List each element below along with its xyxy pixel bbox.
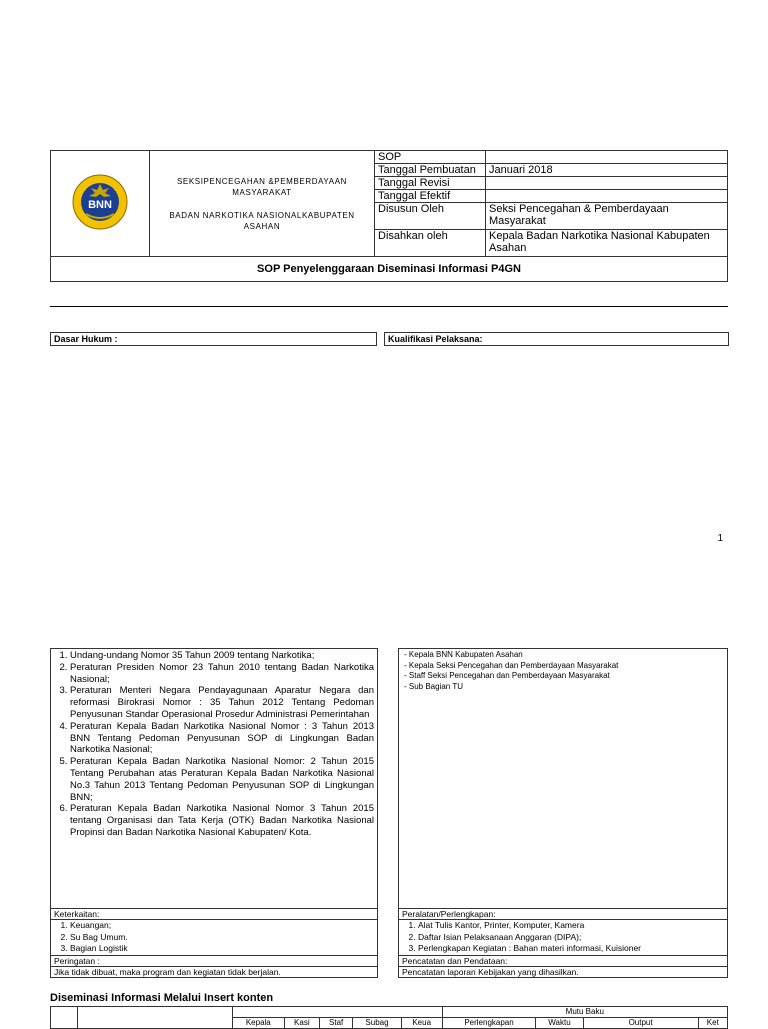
divider	[50, 306, 728, 307]
list-item: 1. Keuangan;	[70, 920, 374, 932]
dasar-hukum-list	[54, 650, 374, 839]
tanggal-efektif-value	[486, 190, 728, 203]
list-item: - Kepala BNN Kabupaten Asahan	[404, 650, 724, 661]
peralatan-label: Peralatan/Perlengkapan:	[399, 909, 728, 920]
tanggal-efektif-label: Tanggal Efektif	[375, 190, 486, 203]
empty-header	[51, 1007, 78, 1029]
list-item: 1. Undang-undang Nomor 35 Tahun 2009 tentang Narkotika;	[70, 650, 374, 662]
peralatan-cell	[399, 920, 728, 956]
column-gap	[378, 649, 399, 909]
tanggal-revisi-label: Tanggal Revisi	[375, 177, 486, 190]
list-item: 3. Bagian Logistik	[70, 943, 374, 955]
list-item: 4. Peraturan Kepala Badan Narkotika Nasional Nomor : 3 Tahun 2013 BNN Tentang Pedoman Penyusunan SOP di Lingkungan Badan Narkotika Nasional;	[70, 721, 374, 756]
pencatatan-label: Pencatatan dan Pendataan:	[399, 955, 728, 966]
kualifikasi-cell	[399, 649, 728, 909]
list-item: - Sub Bagian TU	[404, 682, 724, 693]
dasar-hukum-cell	[51, 649, 378, 909]
tanggal-pembuatan-value: Januari 2018	[486, 164, 728, 177]
page-number: 1	[717, 533, 723, 544]
column-gap	[378, 966, 399, 977]
sop-label: SOP	[375, 151, 486, 164]
disahkan-oleh-label: Disahkan oleh	[375, 230, 486, 257]
list-item: 1. Alat Tulis Kantor, Printer, Komputer, Kamera	[418, 920, 724, 932]
dasar-hukum-label: Dasar Hukum :	[50, 332, 377, 346]
org-line-1: SEKSIPENCEGAHAN &PEMBERDAYAAN MASYARAKAT	[176, 176, 348, 197]
disahkan-oleh-value: Kepala Badan Narkotika Nasional Kabupaten Asahan	[486, 230, 728, 257]
col-header-kepala: Kepala	[233, 1018, 285, 1029]
list-item: 2. Peraturan Presiden Nomor 23 Tahun 2010 tentang Badan Narkotika Nasional;	[70, 662, 374, 686]
col-header-ket: Ket	[698, 1018, 727, 1029]
col-header-staf: Staf	[320, 1018, 353, 1029]
mutu-baku-header: Mutu Baku	[442, 1007, 727, 1018]
peralatan-list	[402, 920, 724, 955]
list-item: 2. Daftar Isian Pelaksanaan Anggaran (DIPA);	[418, 932, 724, 944]
sop-title: SOP Penyelenggaraan Diseminasi Informasi P4GN	[51, 257, 728, 282]
logo-text: BNN	[88, 199, 112, 211]
tanggal-pembuatan-label: Tanggal Pembuatan	[375, 164, 486, 177]
disusun-oleh-value: Seksi Pencegahan & Pemberdayaan Masyarakat	[486, 203, 728, 230]
keterkaitan-cell	[51, 920, 378, 956]
section-title: Diseminasi Informasi Melalui Insert konten	[50, 992, 274, 1004]
col-header-perlengkapan: Perlengkapan	[442, 1018, 536, 1029]
list-item: 3. Perlengkapan Kegiatan : Bahan materi informasi, Kuisioner	[418, 943, 724, 955]
pencatatan-text: Pencatatan laporan Kebijakan yang dihasilkan.	[399, 966, 728, 977]
list-item: 6. Peraturan Kepala Badan Narkotika Nasional Nomor 3 Tahun 2015 tentang Organisasi dan Tata Kerja (OTK) Badan Narkotika Nasional Propinsi dan Badan Narkotika Nasional Kabupaten/ Kota.	[70, 803, 374, 838]
sop-header-table	[50, 150, 728, 282]
list-item: - Kepala Seksi Pencegahan dan Pemberdayaan Masyarakat	[404, 661, 724, 672]
detail-table	[50, 648, 728, 978]
column-gap	[378, 909, 399, 920]
col-header-keua: Keua	[401, 1018, 442, 1029]
logo-cell	[51, 151, 150, 257]
empty-header	[78, 1007, 233, 1029]
peringatan-label: Peringatan :	[51, 955, 378, 966]
list-item: 5. Peraturan Kepala Badan Narkotika Nasional Nomor: 2 Tahun 2015 Tentang Perubahan atas Peraturan Kepala Badan Narkotika Nasional No.3 Tahun 2013 Tentang Pedoman Penyusunan SOP di Lingkungan BNN;	[70, 756, 374, 803]
org-name-cell	[150, 151, 375, 257]
col-header-kasi: Kasi	[284, 1018, 319, 1029]
sop-value	[486, 151, 728, 164]
col-header-waktu: Waktu	[536, 1018, 583, 1029]
list-item: - Staff Seksi Pencegahan dan Pemberdayaan Masyarakat	[404, 671, 724, 682]
mutu-baku-table	[50, 1006, 728, 1029]
keterkaitan-list	[54, 920, 374, 955]
peringatan-text: Jika tidak dibuat, maka program dan kegiatan tidak berjalan.	[51, 966, 378, 977]
column-gap	[378, 920, 399, 956]
col-header-output: Output	[583, 1018, 698, 1029]
col-header-subag: Subag	[353, 1018, 402, 1029]
empty-header	[233, 1007, 443, 1018]
list-item: 2. Su Bag Umum.	[70, 932, 374, 944]
disusun-oleh-label: Disusun Oleh	[375, 203, 486, 230]
keterkaitan-label: Keterkaitan:	[51, 909, 378, 920]
list-item: 3. Peraturan Menteri Negara Pendayagunaan Aparatur Negara dan reformasi Birokrasi Nomor : 35 Tahun 2012 Tentang Pedoman Penyusunan Standar Operasional Prosedur Administrasi Pemerintahan	[70, 685, 374, 720]
column-gap	[378, 955, 399, 966]
kualifikasi-label: Kualifikasi Pelaksana:	[384, 332, 729, 346]
kualifikasi-list	[402, 650, 724, 692]
org-line-2: BADAN NARKOTIKA NASIONALKABUPATEN ASAHAN	[169, 210, 355, 231]
tanggal-revisi-value	[486, 177, 728, 190]
bnn-logo	[71, 170, 129, 234]
